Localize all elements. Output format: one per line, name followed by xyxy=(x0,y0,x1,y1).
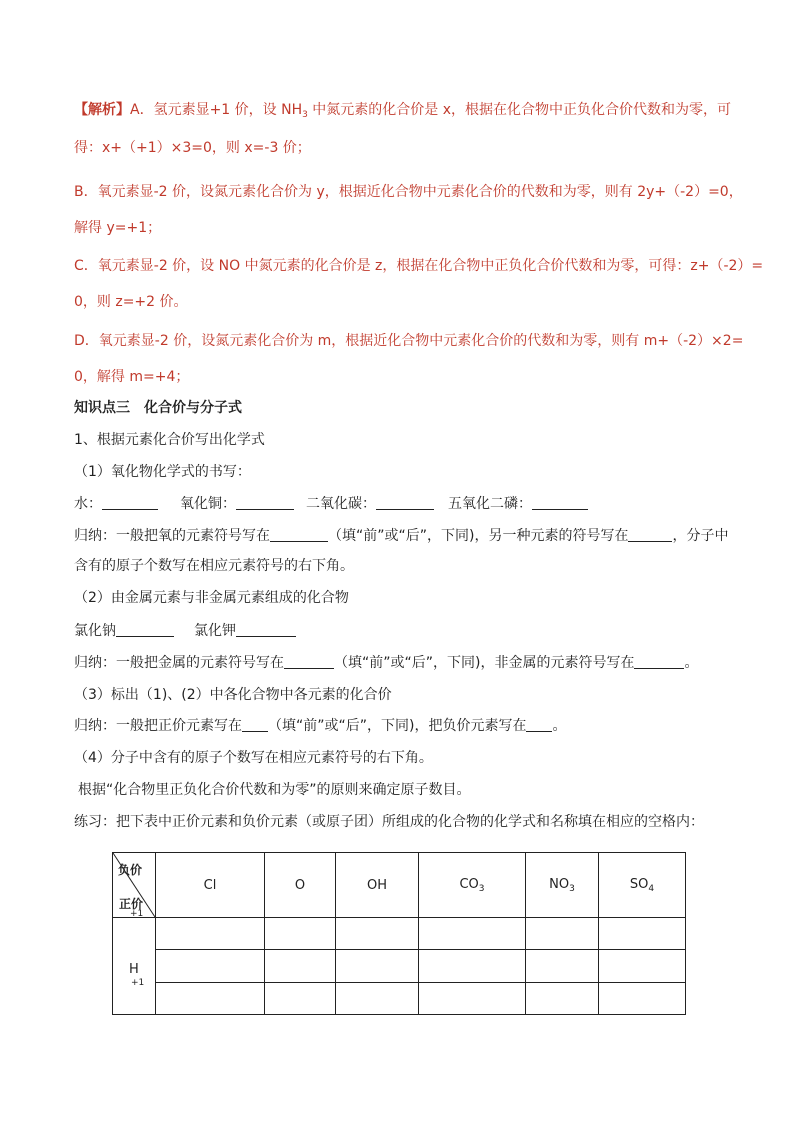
cuo-blank[interactable] xyxy=(236,495,294,510)
sub-1: （1）氧化物化学式的书写： xyxy=(74,464,251,480)
table-cell[interactable] xyxy=(156,918,265,950)
summary1-blank1[interactable] xyxy=(270,527,328,542)
kcl-blank[interactable] xyxy=(236,622,296,637)
row-header-h xyxy=(113,918,156,1015)
col-header-cl: Cl xyxy=(156,853,265,918)
col-header-so4: $SO_4$ xyxy=(599,853,686,918)
table-cell[interactable] xyxy=(526,950,599,982)
table-cell[interactable] xyxy=(156,982,265,1014)
col-header-oh: OH xyxy=(336,853,419,918)
analysis-c-line2: 0，则 z=+2 价。 xyxy=(74,294,188,310)
table-cell[interactable] xyxy=(419,918,526,950)
p2o5-blank[interactable] xyxy=(532,495,588,510)
analysis-b-line2: 解得 y=+1； xyxy=(74,220,162,236)
h-valence-top: +1 xyxy=(130,909,144,917)
exercise: 练习：把下表中正价元素和负价元素（或原子团）所组成的化合物的化学式和名称填在相应的空格内： xyxy=(74,814,704,830)
h-valence-bottom: +1 xyxy=(131,978,145,988)
analysis-d-line2: 0，解得 m=+4； xyxy=(74,369,190,385)
summary2-blank2[interactable] xyxy=(634,654,684,669)
col-header-o: O xyxy=(265,853,336,918)
item-1: 1、根据元素化合价写出化学式 xyxy=(74,432,265,448)
table-cell[interactable] xyxy=(599,982,686,1014)
summary2-blank1[interactable] xyxy=(284,654,334,669)
valence-table xyxy=(112,852,686,1015)
table-cell[interactable] xyxy=(599,918,686,950)
table-cell[interactable] xyxy=(526,918,599,950)
summary1-blank2[interactable] xyxy=(628,527,672,542)
table-cell[interactable] xyxy=(265,950,336,982)
summary3-blank2[interactable] xyxy=(526,717,552,732)
table-cell[interactable] xyxy=(419,982,526,1014)
negative-label: 负价 xyxy=(118,863,143,877)
table-cell[interactable] xyxy=(336,950,419,982)
table-cell[interactable] xyxy=(265,982,336,1014)
table-cell[interactable] xyxy=(156,950,265,982)
col-header-co3: $CO_3$ xyxy=(419,853,526,918)
sub-2: （2）由金属元素与非金属元素组成的化合物 xyxy=(74,590,349,606)
sub-4: （4）分子中含有的原子个数写在相应元素符号的右下角。 xyxy=(74,750,433,766)
section-heading: 知识点三 化合价与分子式 xyxy=(74,400,242,416)
oxide-blanks: 水： 氧化铜： 二氧化碳： 五氧化二磷： xyxy=(74,494,724,514)
summary-1: 归纳：一般把氧的元素符号写在 （填“前”或“后”，下同)，另一种元素的符号写在 ，分子中 xyxy=(74,528,729,544)
table-cell[interactable] xyxy=(336,918,419,950)
col-header-no3: $NO_3$ xyxy=(526,853,599,918)
summary3-blank1[interactable] xyxy=(242,717,268,732)
positive-label: 正价 xyxy=(119,897,144,911)
analysis-a-line2: 得：x+（+1）×3=0，则 x=-3 价； xyxy=(74,140,311,156)
analysis-d-line1: D．氧元素显-2 价，设氮元素化合价为 m，根据近化合物中元素化合价的代数和为零，则有 m+（-2）×2= xyxy=(74,333,744,349)
water-blank[interactable] xyxy=(102,495,158,510)
analysis-c-line1: C．氧元素显-2 价，设 NO 中氮元素的化合价是 z，根据在化合物中正负化合价代数和为零，可得：z+（-2）= xyxy=(74,258,764,274)
analysis-a-line1: 【解析】A．氢元素显+1 价，设 $NH_3$ 中氮元素的化合价是 x，根据在化合物中正负化合价代数和为零，可 xyxy=(74,102,732,120)
summary-2: 归纳：一般把金属的元素符号写在 （填“前”或“后”，下同)，非金属的元素符号写在 。 xyxy=(74,655,699,671)
principle: 根据“化合物里正负化合价代数和为零”的原则来确定原子数目。 xyxy=(78,782,471,798)
analysis-tag: 【解析】 xyxy=(74,102,130,118)
table-cell[interactable] xyxy=(336,982,419,1014)
table-cell[interactable] xyxy=(419,950,526,982)
diagonal-header-cell xyxy=(113,853,156,918)
analysis-b-line1: B．氧元素显-2 价，设氮元素化合价为 y，根据近化合物中元素化合价的代数和为零，则有 2y+（-2）=0， xyxy=(74,184,743,200)
nacl-blank[interactable] xyxy=(116,622,174,637)
table-cell[interactable] xyxy=(265,918,336,950)
h-symbol: H xyxy=(129,962,139,977)
co2-blank[interactable] xyxy=(376,495,434,510)
sub-3: （3）标出（1)、(2）中各化合物中各元素的化合价 xyxy=(74,687,392,703)
summary-3: 归纳：一般把正价元素写在 （填“前”或“后”，下同)，把负价元素写在 。 xyxy=(74,718,567,734)
summary-1-cont: 含有的原子个数写在相应元素符号的右下角。 xyxy=(74,558,354,574)
table-cell[interactable] xyxy=(526,982,599,1014)
salt-blanks: 氯化钠 氯化钾 xyxy=(74,621,724,641)
table-cell[interactable] xyxy=(599,950,686,982)
